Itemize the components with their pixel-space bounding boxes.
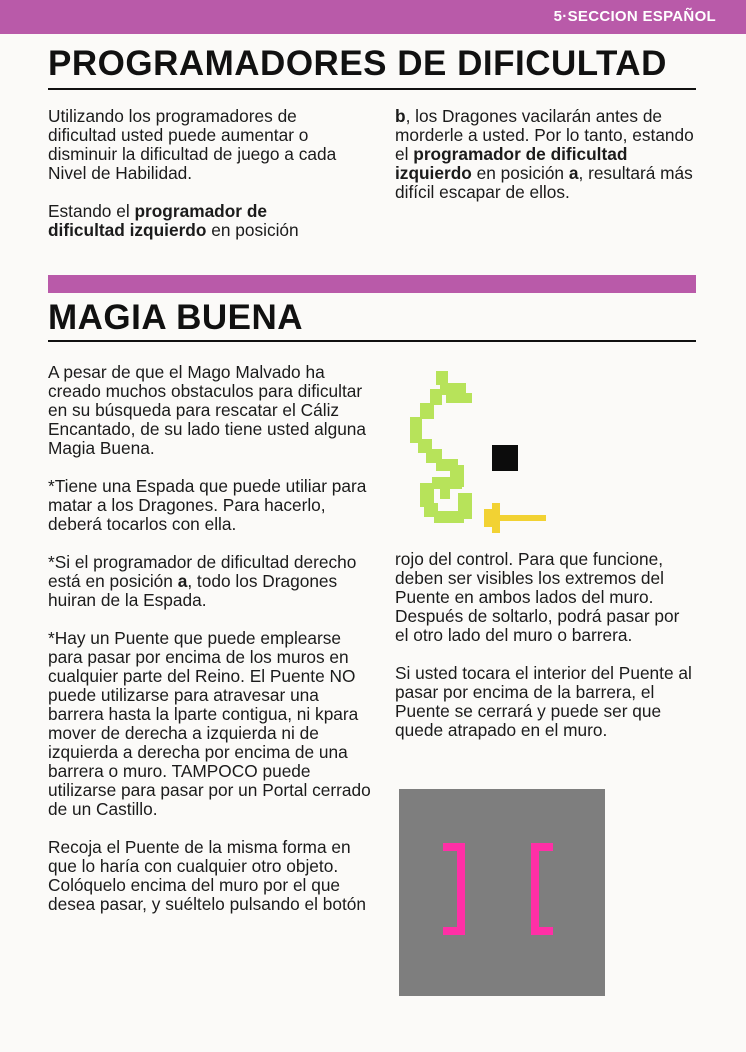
magic-right-column [395,550,695,759]
header-bar [0,0,746,34]
title-rule [48,340,696,342]
bridge-illustration [399,789,605,996]
section-label: 5·SECCION ESPAÑOL [553,8,716,25]
paragraph: Utilizando los programadores de dificultad usted puede aumentar o disminuir la dificultad de juego a cada Nivel de Habilidad. [48,106,337,183]
paragraph: Si usted tocara el interior del Puente al pasar por encima de la barrera, el Puente se cerrará y puede ser que quede atrapado en el muro. [395,663,692,740]
emphasis: b [395,106,406,126]
section-divider-band [48,275,696,293]
difficulty-left-column [48,107,348,259]
paragraph: rojo del control. Para que funcione, deben ser visibles los extremos del Puente en ambos lados del muro. Después de soltarlo, podrá pasar por el otro lado del muro o barrera. [395,549,680,645]
paragraph: *Si el programador de dificultad derecho está en posición a, todo los Dragones huiran de la Espada. [48,552,357,610]
title-rule [48,88,696,90]
magic-left-column [48,363,378,933]
dragon-and-sword-illustration [400,365,610,545]
sword-icon [484,503,546,533]
difficulty-title: PROGRAMADORES DE DIFICULTAD [48,44,667,83]
emphasis: a [568,163,579,183]
paragraph: Recoja el Puente de la misma forma en que lo haría con cualquier otro objeto. Colóquelo encima del muro por el que desea pasar, y suéltelo pulsando el botón [48,837,367,914]
paragraph: *Tiene una Espada que puede utiliar para matar a los Dragones. Para hacerlo, deberá tocarlos con ella. [48,476,367,534]
paragraph: Estando el programador de dificultad izquierdo en posición [48,201,299,240]
paragraph: b, los Dragones vacilarán antes de morderle a usted. Por lo tanto, estando el programador de dificultad izquierdo en posición a, resultará más difícil escapar de ellos. [395,106,694,202]
magic-title: MAGIA BUENA [48,298,304,337]
chalice-icon [492,445,518,471]
dragon-icon [410,371,472,523]
paragraph: *Hay un Puente que puede emplearse para pasar por encima de los muros en cualquier parte del Reino. El Puente NO puede utilizarse para atravesar una barrera hasta la lparte contigua, ni kpara mover de derecha a izquierda ni de izquierda a derecha por encima de una barrera o muro. TAMPOCO puede utilizarse para pasar por un Portal cerrado de un Castillo. [48,628,371,819]
emphasis: a [177,571,188,591]
paragraph: A pesar de que el Mago Malvado ha creado muchos obstaculos para dificultar en su búsqueda para rescatar el Cáliz Encantado, de su lado tiene usted alguna Magia Buena. [48,362,367,458]
difficulty-right-column [395,107,705,221]
emphasis: programador de dificultad izquierdo [395,144,628,183]
emphasis: programador de dificultad izquierdo [48,201,267,240]
